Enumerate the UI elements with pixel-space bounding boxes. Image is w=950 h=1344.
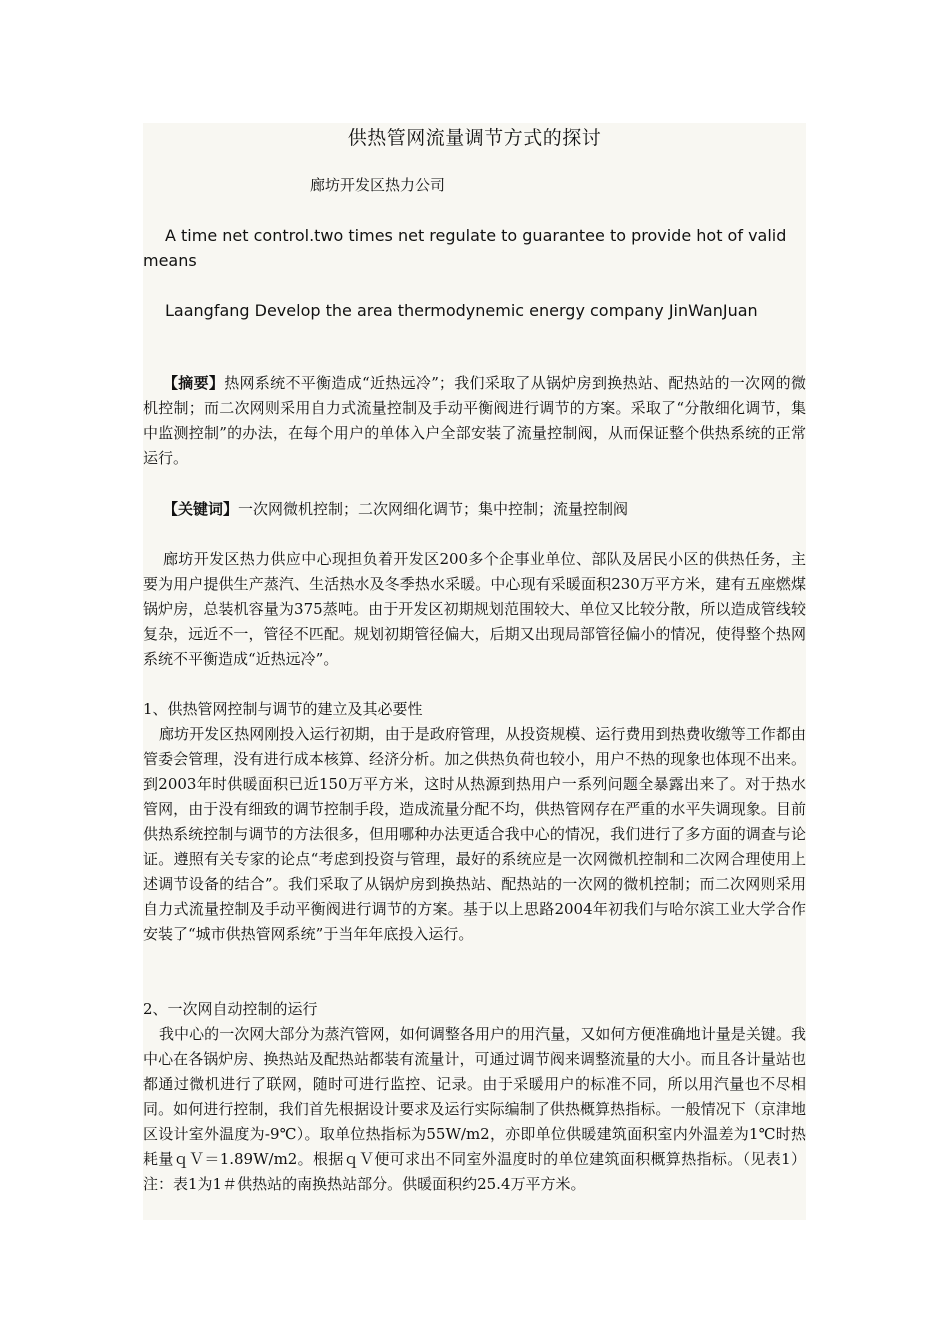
keywords-label: 【关键词】 xyxy=(163,500,239,518)
abstract-label: 【摘要】 xyxy=(163,374,225,392)
intro-paragraph: 廊坊开发区热力供应中心现担负着开发区200多个企事业单位、部队及居民小区的供热任务，主要为用户提供生产蒸汽、生活热水及冬季热水采暖。中心现有采暖面积230万平方米，建有五座燃煤锅炉房，总装机容量为375蒸吨。由于开发区初期规划范围较大、单位又比较分散，所以造成管线较复杂，远近不一，管径不匹配。规划初期管径偏大，后期又出现局部管径偏小的情况，使得整个热网系统不平衡造成“近热远冷”。 xyxy=(143,550,806,668)
document-title: 供热管网流量调节方式的探讨 xyxy=(347,127,602,149)
section1-heading: 1、供热管网控制与调节的建立及其必要性 xyxy=(143,700,423,718)
english-title: A time net control.two times net regulate to guarantee to provide hot of valid means xyxy=(143,226,787,270)
section2-heading: 2、一次网自动控制的运行 xyxy=(143,1000,318,1018)
keywords-text: 一次网微机控制；二次网细化调节；集中控制；流量控制阀 xyxy=(238,500,629,518)
section2-paragraph: 我中心的一次网大部分为蒸汽管网，如何调整各用户的用汽量，又如何方便准确地计量是关键。我中心在各锅炉房、换热站及配热站都装有流量计，可通过调节阀来调整流量的大小。而且各计量站也都通过微机进行了联网，随时可进行监控、记录。由于采暖用户的标准不同，所以用汽量也不尽相同。如何进行控制，我们首先根据设计要求及运行实际编制了供热概算热指标。一般情况下（京津地区设计室外温度为-9℃）。取单位热指标为55W/m2，亦即单位供暖建筑面积室内外温差为1℃时热耗量ｑＶ＝1.89W/m2。根据ｑＶ便可求出不同室外温度时的单位建筑面积概算热指标。（见表1）注：表1为1＃供热站的南换热站部分。供暖面积约25.4万平方米。 xyxy=(143,1025,806,1193)
section1-paragraph: 廊坊开发区热网刚投入运行初期，由于是政府管理，从投资规模、运行费用到热费收缴等工作都由管委会管理，没有进行成本核算、经济分析。加之供热负荷也较小，用户不热的现象也体现不出来。到2003年时供暖面积已近150万平方米，这时从热源到热用户一系列问题全暴露出来了。对于热水管网，由于没有细致的调节控制手段，造成流量分配不均，供热管网存在严重的水平失调现象。目前供热系统控制与调节的方法很多，但用哪种办法更适合我中心的情况，我们进行了多方面的调查与论证。遵照有关专家的论点“考虑到投资与管理，最好的系统应是一次网微机控制和二次网合理使用上述调节设备的结合”。我们采取了从锅炉房到换热站、配热站的一次网的微机控制；而二次网则采用自力式流量控制及手动平衡阀进行调节的方案。基于以上思路2004年初我们与哈尔滨工业大学合作安装了“城市供热管网系统”于当年年底投入运行。 xyxy=(143,725,806,943)
company-name: 廊坊开发区热力公司 xyxy=(310,176,446,194)
keywords-paragraph xyxy=(143,497,806,522)
english-company: Laangfang Develop the area thermodynemic energy company JinWanJuan xyxy=(165,301,758,320)
abstract-paragraph xyxy=(143,371,806,471)
document-page xyxy=(143,123,806,1220)
abstract-text: 热网系统不平衡造成“近热远冷”；我们采取了从锅炉房到换热站、配热站的一次网的微机控制；而二次网则采用自力式流量控制及手动平衡阀进行调节的方案。采取了“分散细化调节，集中监测控制”的办法，在每个用户的单体入户全部安装了流量控制阀，从而保证整个供热系统的正常运行。 xyxy=(143,374,806,467)
